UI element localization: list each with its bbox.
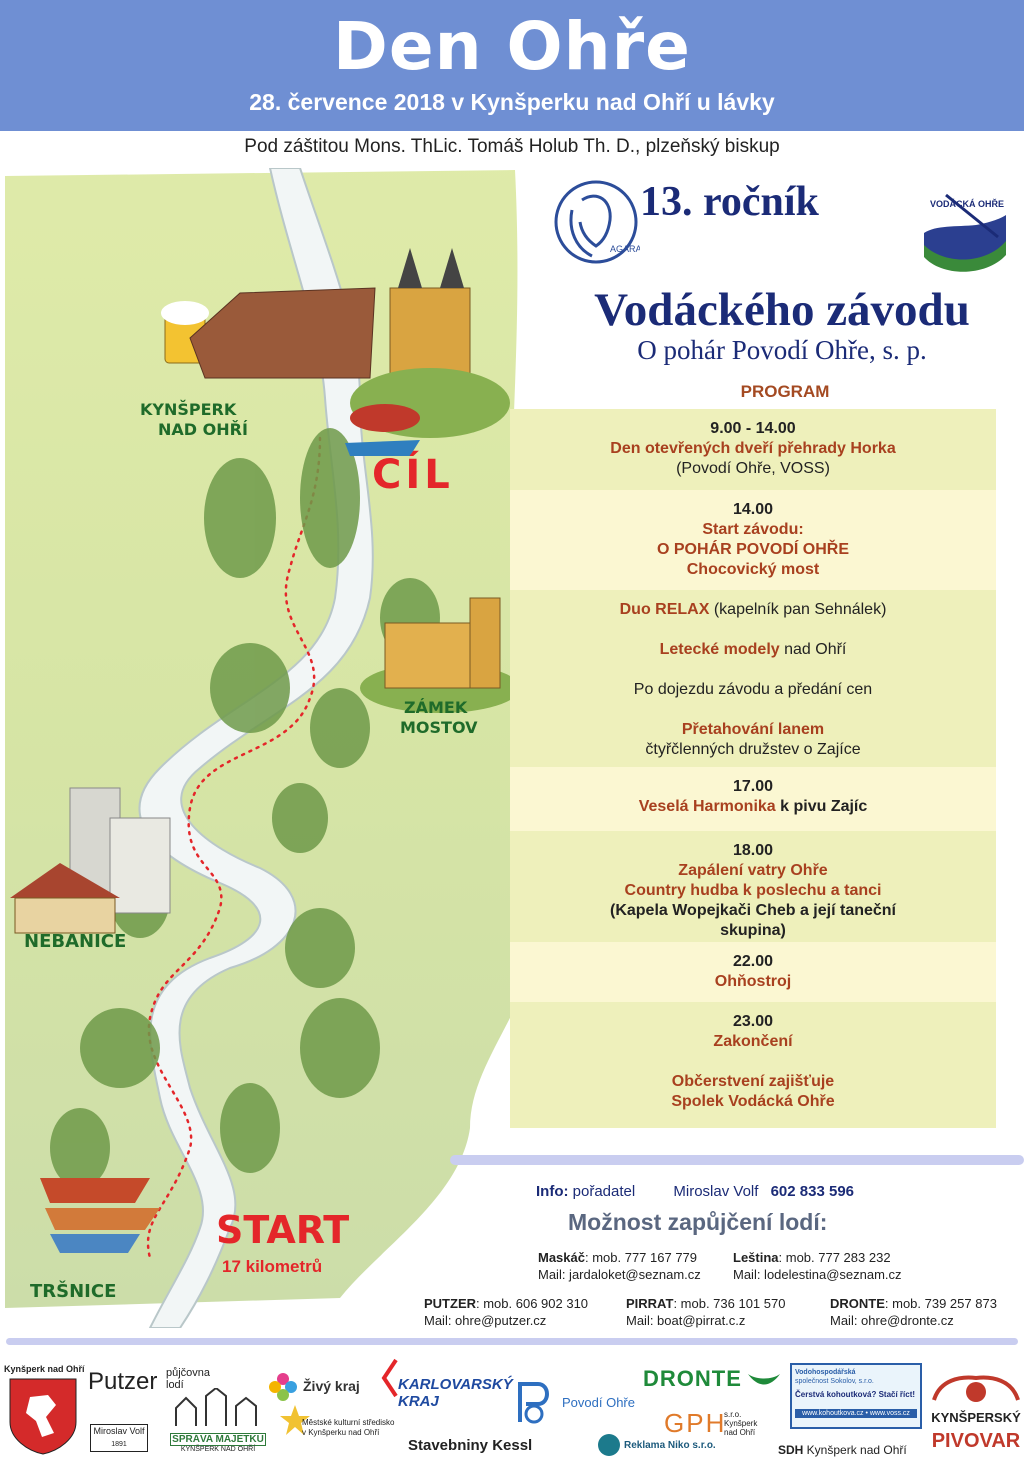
- contact-lestina: [733, 1249, 902, 1283]
- sponsor-sdh: [778, 1443, 907, 1457]
- pivovar-line2: PIVOVAR: [931, 1430, 1021, 1452]
- coat-of-arms-icon: [8, 1377, 78, 1455]
- contact-name: Maskáč: [538, 1250, 585, 1265]
- program-block-ohnostroj: [510, 942, 996, 1002]
- program-time: 22.00: [732, 953, 774, 970]
- sponsor-karlovarsky-kraj: [398, 1376, 513, 1410]
- program-block-afternoon: [510, 590, 996, 767]
- contact-name: PUTZER: [424, 1296, 476, 1311]
- karlovarsky-mark-icon: [380, 1358, 398, 1398]
- sponsor-stavebniny-kessl: Stavebniny Kessl: [408, 1437, 533, 1454]
- contact-putzer: [424, 1295, 588, 1329]
- gph-sub-3: nad Ohří: [724, 1428, 756, 1437]
- voss-urls: www.kohoutkova.cz • www.voss.cz: [795, 1409, 917, 1418]
- gph-sub-1: s.r.o.: [724, 1410, 742, 1419]
- program-block-start: [510, 490, 996, 590]
- program-title: O POHÁR POVODÍ OHŘE: [656, 541, 850, 558]
- agara-logo-text: AGARA: [610, 244, 640, 254]
- label-zamek: ZÁMEK: [404, 698, 468, 717]
- program-time: 9.00 - 14.00: [710, 420, 796, 437]
- program-table: [510, 409, 996, 1128]
- header-banner: [0, 0, 1024, 131]
- program-time: 18.00: [732, 842, 774, 859]
- karlovarsky-line2: KRAJ: [398, 1393, 439, 1410]
- program-title: Country hudba k poslechu a tanci: [624, 882, 882, 899]
- dronte-wave-icon: [748, 1370, 780, 1390]
- program-title: Den otevřených dveří přehrady Horka: [610, 440, 896, 457]
- sponsor-dronte: DRONTE: [643, 1366, 742, 1391]
- dronte-icon: [748, 1370, 780, 1390]
- label-kynsperk: [140, 400, 248, 440]
- label-zamek-mostov: [400, 698, 478, 738]
- agara-emblem: [552, 180, 640, 268]
- map-illustration: [0, 168, 560, 1328]
- info-line: [536, 1183, 854, 1200]
- river-map: [0, 168, 560, 1328]
- program-block-zakonceni: [510, 1002, 996, 1128]
- sponsor-reklama-niko: Reklama Niko s.r.o.: [624, 1440, 716, 1451]
- pivovar-crest-icon: [930, 1370, 1022, 1410]
- program-title: Start závodu:: [702, 521, 804, 538]
- karlovarsky-line1: KARLOVARSKÝ: [398, 1376, 513, 1393]
- distance-label: 17 kilometrů: [222, 1257, 323, 1276]
- divider-info: [450, 1155, 1024, 1165]
- sdh-name: Kynšperk nad Ohří: [803, 1443, 907, 1457]
- voss-line1: Vodohospodářská: [795, 1369, 856, 1376]
- letecke-modely-title: Letecké modely: [659, 641, 780, 658]
- contact-phone: : mob. 777 167 779: [584, 1250, 698, 1265]
- mks-line2: v Kynšperku nad Ohří: [302, 1428, 380, 1437]
- contact-phone: : mob. 606 902 310: [476, 1296, 589, 1311]
- program-title: Zapálení vatry Ohře: [678, 862, 828, 879]
- voss-slogan: Čerstvá kohoutková? Stačí říct!: [795, 1390, 916, 1399]
- program-note: (Povodí Ohře, VOSS): [676, 460, 830, 477]
- kynsperk-coat-of-arms: [8, 1377, 78, 1455]
- contact-dronte: [830, 1295, 997, 1329]
- duo-relax-note: (kapelník pan Sehnálek): [709, 601, 887, 618]
- contact-name: DRONTE: [830, 1296, 885, 1311]
- vodacka-emblem: [916, 185, 1012, 275]
- niko-icon: [598, 1434, 620, 1456]
- program-title: Zakončení: [713, 1033, 793, 1050]
- vodacka-logo-text: VODÁCKÁ OHŘE: [930, 199, 1005, 209]
- sprava-building-icon: [170, 1388, 266, 1428]
- event-subtitle: O pohár Povodí Ohře, s. p.: [637, 335, 927, 365]
- program-time: 23.00: [732, 1013, 774, 1030]
- contact-mail: Mail: jardaloket@seznam.cz: [538, 1267, 701, 1282]
- label-mostov: MOSTOV: [400, 718, 478, 737]
- sprava-text: SPRÁVA MAJETKU: [170, 1433, 266, 1446]
- voss-line2: společnost Sokolov, s.r.o.: [795, 1378, 874, 1385]
- vodacka-ohre-logo: [916, 185, 1012, 275]
- rental-title: Možnost zapůjčení lodí:: [568, 1209, 828, 1235]
- contact-mail: Mail: boat@pirrat.c.z: [626, 1313, 746, 1328]
- program-title: Chocovický most: [686, 561, 820, 578]
- tug-of-war-note: čtyřčlenných družstev o Zajíce: [645, 741, 861, 758]
- sdh-abbrev: SDH: [778, 1443, 804, 1457]
- sponsor-zivy-kraj: Živý kraj: [303, 1378, 360, 1394]
- sponsor-gph-sub: [724, 1410, 757, 1437]
- event-date: 28. července 2018 v Kynšperku nad Ohří u lávky: [249, 89, 775, 115]
- sponsor-povodi-ohre: Povodí Ohře: [562, 1395, 635, 1410]
- putzer-sub-line2: lodí: [166, 1379, 184, 1391]
- contact-pirrat: [626, 1295, 785, 1329]
- agara-logo: [552, 180, 640, 268]
- contact-mail: Mail: lodelestina@seznam.cz: [733, 1267, 902, 1282]
- karlovarsky-icon: [380, 1358, 398, 1398]
- pivovar-icon: [930, 1370, 1022, 1410]
- program-block-horka: [510, 409, 996, 490]
- patron-line: Pod záštitou Mons. ThLic. Tomáš Holub Th. D., plzeňský biskup: [244, 136, 780, 157]
- contact-name: PIRRAT: [626, 1296, 674, 1311]
- tug-of-war-title: Přetahování lanem: [681, 721, 825, 738]
- duo-relax-title: Duo RELAX: [619, 601, 710, 618]
- event-title: Vodáckého závodu: [594, 284, 970, 336]
- label-kynsperk-2: NAD OHŘÍ: [158, 420, 248, 439]
- program-note: (Kapela Wopejkači Cheb a její taneční skupina): [609, 902, 896, 939]
- program-heading: PROGRAM: [740, 382, 830, 401]
- zivy-kraj-icon: [268, 1372, 298, 1402]
- edition-label: 13. ročník: [640, 179, 819, 225]
- volf-years: 1891: [111, 1441, 127, 1448]
- sponsor-kynsperk-text: Kynšperk nad Ohří: [4, 1364, 85, 1374]
- finish-label: CÍL: [372, 452, 454, 498]
- povodi-logo-icon: [512, 1378, 556, 1424]
- program-time: 14.00: [732, 501, 774, 518]
- sprava-sub: KYNŠPERK NAD OHŘÍ: [180, 1446, 256, 1453]
- after-race-note: Po dojezdu závodu a předání cen: [633, 681, 873, 698]
- sponsor-gph: GPH: [664, 1408, 727, 1438]
- gph-sub-2: Kynšperk: [724, 1419, 758, 1428]
- page-title: Den Ohře: [333, 8, 691, 85]
- program-title: Veselá Harmonika: [638, 798, 776, 815]
- program-block-harmonika: [510, 767, 996, 831]
- label-trsnice: TRŠNICE: [30, 1281, 117, 1302]
- mks-line1: Městské kulturní středisko: [302, 1418, 395, 1427]
- refreshments-provider: Spolek Vodácká Ohře: [671, 1093, 835, 1110]
- pivovar-line1: KYNŠPERSKÝ: [931, 1410, 1021, 1425]
- contact-maskac: [538, 1249, 701, 1283]
- start-label: START: [216, 1208, 350, 1252]
- contact-mail: Mail: ohre@dronte.cz: [830, 1313, 954, 1328]
- label-kynsperk-1: KYNŠPERK: [140, 400, 237, 419]
- putzer-sub-line1: půjčovna: [166, 1367, 211, 1379]
- info-name: Miroslav Volf: [673, 1183, 759, 1200]
- program-title: Ohňostroj: [714, 973, 792, 990]
- contact-phone: : mob. 739 257 873: [884, 1296, 997, 1311]
- contact-phone: : mob. 736 101 570: [673, 1296, 786, 1311]
- contact-name: Leština: [733, 1250, 779, 1265]
- sponsor-sprava-majetku: [170, 1388, 266, 1454]
- program-note: k pivu Zajíc: [775, 798, 868, 815]
- zivy-kraj-flower-icon: [268, 1372, 298, 1402]
- program-time: 17.00: [732, 778, 774, 795]
- divider-footer: [6, 1338, 1018, 1345]
- info-phone: 602 833 596: [770, 1183, 855, 1200]
- contact-phone: : mob. 777 283 232: [778, 1250, 891, 1265]
- info-label: Info:: [536, 1183, 569, 1200]
- sponsor-mks: [302, 1418, 394, 1438]
- program-block-vatra: [510, 831, 996, 942]
- label-nebanice: NEBANICE: [24, 931, 127, 952]
- volf-name: Miroslav Volf: [93, 1426, 145, 1436]
- contact-mail: Mail: ohre@putzer.cz: [424, 1313, 547, 1328]
- refreshments-title: Občerstvení zajišťuje: [671, 1073, 835, 1090]
- sponsor-voss: [790, 1363, 922, 1429]
- povodi-icon: [512, 1378, 556, 1424]
- info-role: pořadatel: [572, 1183, 636, 1200]
- sponsor-putzer: Putzer: [88, 1368, 158, 1395]
- sponsor-volf: [90, 1424, 148, 1452]
- letecke-modely-note: nad Ohří: [779, 641, 847, 658]
